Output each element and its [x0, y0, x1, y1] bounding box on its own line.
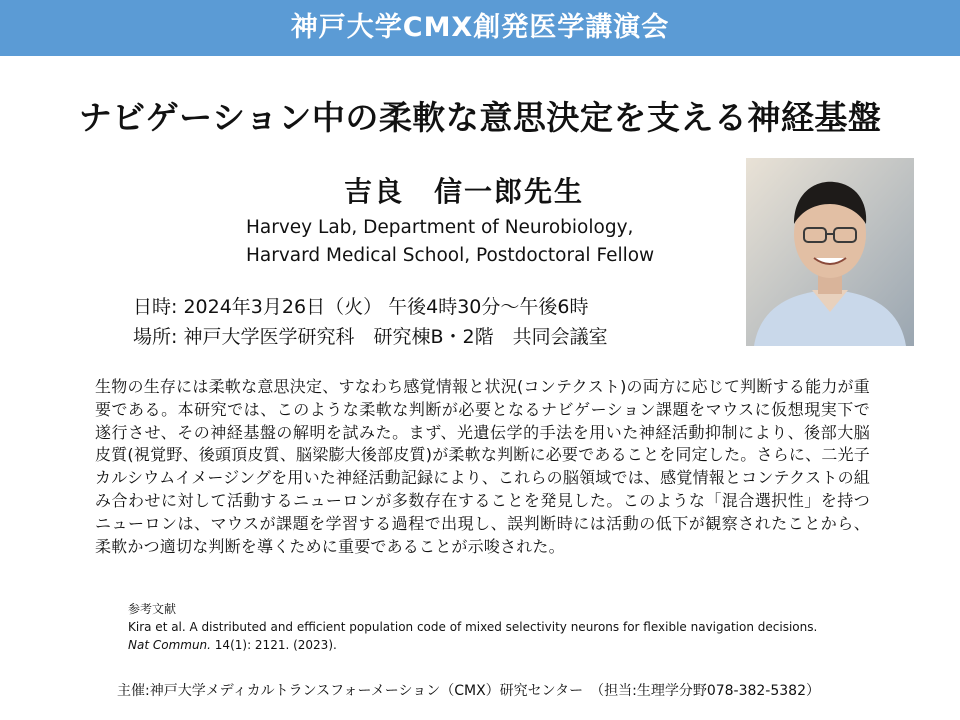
date-label: 日時	[133, 296, 172, 318]
place-row	[133, 322, 608, 352]
event-details	[133, 292, 608, 352]
speaker-portrait-illustration	[746, 158, 914, 346]
date-row	[133, 292, 608, 322]
talk-title: ナビゲーション中の柔軟な意思決定を支える神経基盤	[78, 98, 882, 137]
affiliation-line-1: Harvey Lab, Department of Neurobiology,	[246, 217, 634, 238]
event-banner	[0, 0, 960, 56]
place-value: : 神戸大学医学研究科 研究棟B・2階 共同会議室	[171, 326, 608, 348]
references	[128, 600, 817, 654]
speaker-affiliation	[246, 214, 654, 270]
speaker-photo	[746, 158, 914, 346]
date-value: : 2024年3月26日（火） 午後4時30分～午後6時	[171, 296, 589, 318]
reference-volume: 14(1): 2121. (2023).	[210, 638, 337, 652]
references-heading: 参考文献	[128, 602, 177, 616]
reference-journal: Nat Commun.	[128, 638, 211, 652]
speaker-name: 吉良 信一郎先生	[344, 175, 585, 208]
affiliation-line-2: Harvard Medical School, Postdoctoral Fellow	[246, 245, 655, 266]
abstract-text: 生物の生存には柔軟な意思決定、すなわち感覚情報と状況(コンテクスト)の両方に応じて判断する能力が重要である。本研究では、このような柔軟な判断が必要となるナビゲーション課題をマウスに仮想現実下で遂行させ、その神経基盤の解明を試みた。まず、光遺伝学的手法を用いた神経活動抑制により、後部大脳皮質(視覚野、後頭頂皮質、脳梁膨大後部皮質)が柔軟な判断に必要であることを同定した。さらに、二光子カルシウムイメージングを用いた神経活動記録により、これらの脳領域では、感覚情報とコンテクストの組み合わせに対して活動するニューロンが多数存在することを発見した。このような「混合選択性」を持つニューロンは、マウスが課題を学習する過程で出現し、誤判断時には活動の低下が観察されたことから、柔軟かつ適切な判断を導くために重要であることが示唆された。	[95, 377, 870, 556]
place-label: 場所	[133, 326, 172, 348]
organizer-footer: 主催:神戸大学メディカルトランスフォーメーション（CMX）研究センター （担当:生理学分野078-382-5382）	[117, 683, 820, 699]
banner-title: 神戸大学CMX創発医学講演会	[290, 12, 670, 43]
reference-entry: Kira et al. A distributed and efficient population code of mixed selectivity neurons for flexible navigation decisions.	[128, 620, 818, 634]
reference-citation	[128, 636, 817, 654]
